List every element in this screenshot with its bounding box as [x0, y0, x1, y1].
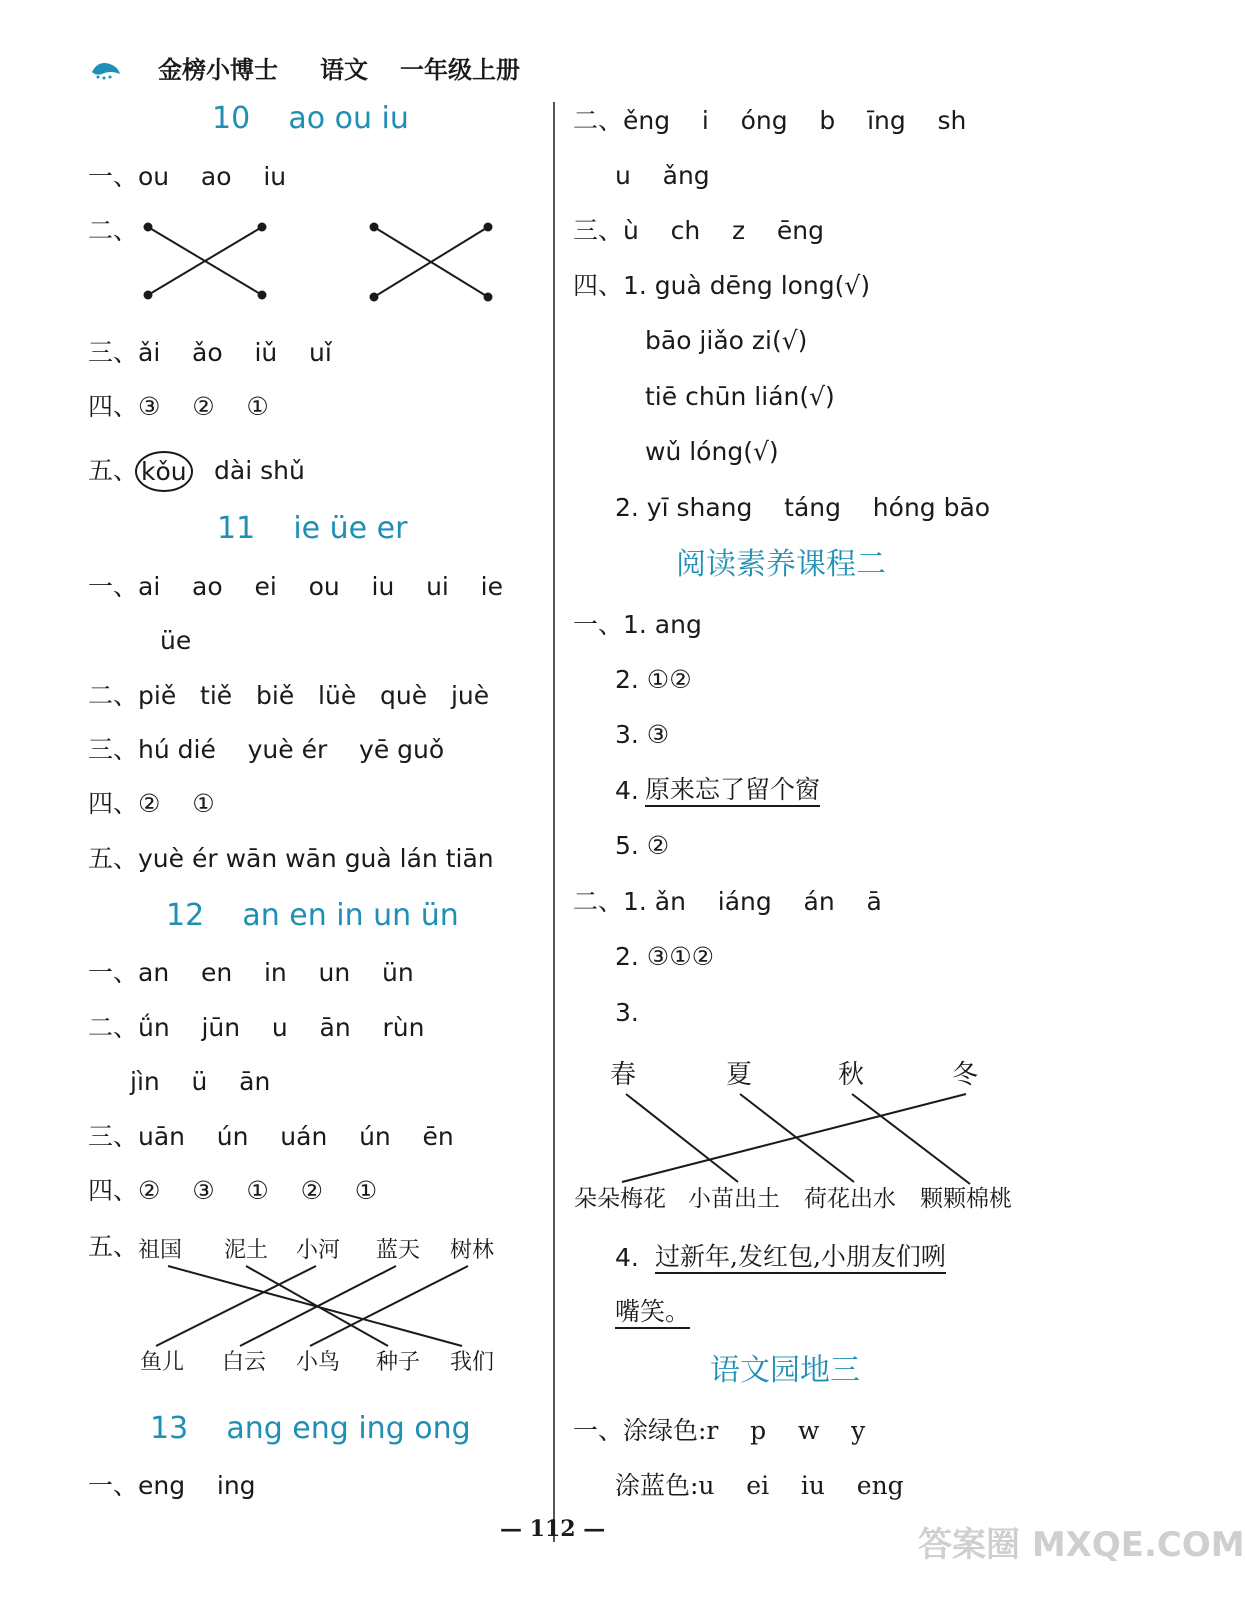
underlined-answer: 嘴笑。 — [615, 1299, 690, 1329]
cross-dot — [371, 224, 378, 231]
answer-line: 四、② ③ ① ② ① — [88, 1176, 378, 1205]
season-phrase: 荷花出水 — [804, 1186, 896, 1212]
answer-line: 5. ② — [615, 831, 670, 860]
answer-line: wǔ lóng(√) — [645, 437, 779, 466]
season-phrase: 小苗出土 — [688, 1186, 780, 1212]
answer-line: jìn ü ān — [130, 1067, 271, 1096]
cross-dot — [259, 224, 266, 231]
answer-line: 一、1. ang — [573, 610, 702, 639]
answer-line: 五、yuè ér wān wān guà lán tiān — [88, 844, 494, 873]
match-word-bottom: 我们 — [450, 1350, 495, 1375]
answer-line: 3. — [615, 998, 639, 1027]
season-word: 秋 — [838, 1060, 865, 1090]
season-line — [622, 1094, 966, 1182]
answer-line: 4. — [615, 1243, 647, 1272]
season-phrase: 朵朵梅花 — [574, 1186, 666, 1212]
cross-dot — [259, 292, 266, 299]
section-title-11: 11 ie üe er — [217, 511, 408, 546]
cross-dot — [485, 224, 492, 231]
section-title-garden-3: 语文园地三 — [710, 1353, 860, 1388]
match-word-bottom: 种子 — [376, 1350, 421, 1375]
answer-line: 三、uān ún uán ún ēn — [88, 1122, 454, 1151]
answer-line: 一、ou ao iu — [88, 162, 287, 191]
answer-line: 五、 — [88, 456, 139, 485]
answer-line: 四、1. guà dēng long(√) — [573, 271, 871, 300]
cross-dot — [485, 294, 492, 301]
match-word-top: 树林 — [450, 1238, 495, 1263]
cross-dot — [145, 224, 152, 231]
underlined-answer: 过新年,发红包,小朋友们咧 — [655, 1244, 946, 1274]
header-grade: 一年级上册 — [400, 55, 520, 84]
answer-line: 2. yī shang táng hóng bāo — [615, 493, 991, 522]
watermark: 答案圈 MXQE.COM — [918, 1525, 1245, 1565]
header-subject: 语文 — [320, 55, 368, 84]
match-word-top: 蓝天 — [376, 1238, 421, 1263]
answer-line: 3. ③ — [615, 720, 670, 749]
match-word-top: 小河 — [296, 1238, 341, 1263]
season-word: 春 — [610, 1060, 637, 1090]
match-word-top: 祖国 — [138, 1238, 183, 1263]
season-line — [626, 1094, 738, 1182]
answer-line: 三、hú dié yuè ér yē guǒ — [88, 735, 445, 764]
match-word-bottom: 鱼儿 — [140, 1350, 185, 1375]
match-line — [310, 1266, 468, 1346]
answer-line: u ǎng — [615, 161, 710, 190]
answer-line: 二、ǘn jūn u ān rùn — [88, 1013, 425, 1042]
answer-line: 一、eng ing — [88, 1471, 256, 1500]
season-word: 冬 — [952, 1060, 979, 1090]
match-word-bottom: 小鸟 — [296, 1350, 341, 1375]
answer-line: dài shǔ — [214, 456, 305, 485]
answer-line: 2. ③①② — [615, 942, 715, 971]
answer-line: 2. ①② — [615, 665, 692, 694]
answer-line: tiē chūn lián(√) — [645, 382, 835, 411]
answer-line: 五、 — [88, 1232, 139, 1261]
header-brand: 金榜小博士 — [158, 55, 278, 84]
answer-line: 4. — [615, 776, 647, 805]
page-number: — 112 — — [500, 1516, 606, 1542]
answer-line: 二、 — [88, 216, 139, 245]
match-word-bottom: 白云 — [222, 1350, 267, 1375]
match-line — [156, 1266, 316, 1346]
match-line — [240, 1266, 396, 1346]
section-title-12: 12 an en in un ün — [166, 898, 459, 933]
season-phrase: 颗颗棉桃 — [920, 1186, 1012, 1212]
answer-line: 三、ǎi ǎo iǔ uǐ — [88, 338, 332, 367]
answer-line: 一、涂绿色:r p w y — [573, 1416, 866, 1445]
answer-line: 涂蓝色:u ei iu eng — [615, 1471, 904, 1500]
answer-line: bāo jiǎo zi(√) — [645, 326, 808, 355]
answer-line: 二、ěng i óng b īng sh — [573, 106, 967, 135]
section-title-13: 13 ang eng ing ong — [150, 1411, 471, 1446]
underlined-answer: 原来忘了留个窗 — [645, 777, 820, 807]
match-word-top: 泥土 — [224, 1238, 269, 1263]
cross-dot — [145, 292, 152, 299]
answer-line: 三、ù ch z ēng — [573, 216, 825, 245]
circled-answer: kǒu — [135, 451, 193, 492]
cross-dot — [371, 294, 378, 301]
answer-line: 一、an en in un ün — [88, 958, 414, 987]
section-title-reading-2: 阅读素养课程二 — [676, 547, 886, 582]
answer-line: üe — [160, 626, 192, 655]
answer-line: 四、③ ② ① — [88, 392, 269, 421]
answer-line: 一、ai ao ei ou iu ui ie — [88, 572, 503, 601]
season-word: 夏 — [726, 1060, 753, 1090]
section-title-10: 10 ao ou iu — [212, 101, 409, 136]
answer-line: 四、② ① — [88, 789, 215, 818]
answer-line: 二、1. ǎn iáng án ā — [573, 887, 882, 916]
answer-line: 二、piě tiě biě lüè què juè — [88, 681, 490, 710]
